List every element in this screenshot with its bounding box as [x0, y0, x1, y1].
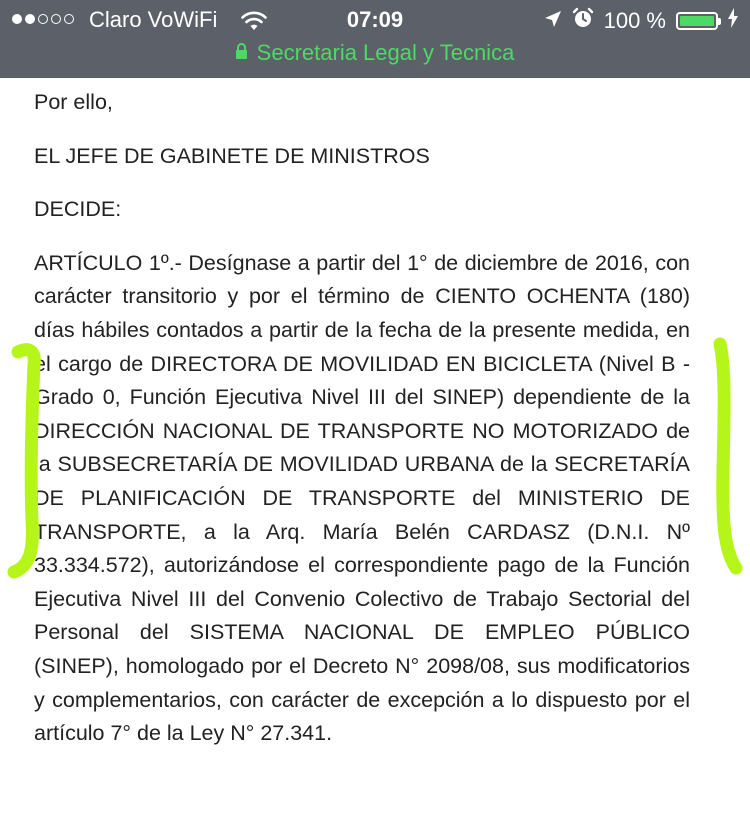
battery-percent: 100 % — [603, 8, 666, 33]
carrier-name: Claro VoWiFi — [89, 7, 218, 32]
clock: 07:09 — [346, 7, 404, 32]
location-arrow-icon — [544, 8, 562, 34]
document-paragraph: DECIDE: — [34, 197, 122, 222]
status-bar — [0, 0, 750, 78]
site-title: Secretaria Legal y Tecnica — [256, 40, 515, 65]
document-paragraph: Por ello, — [34, 90, 113, 114]
document-body — [34, 86, 690, 751]
article-paragraph: ARTÍCULO 1º.- Desígnase a partir del 1° de diciembre de 2016, con carácter transitorio y por el término de CIENTO OCHENTA (180) días hábiles contados a partir de la fecha de la presente medida, en el cargo de DIRECTORA DE MOVILIDAD EN BICICLETA (Nivel B - Grado 0, Función Ejecutiva Nivel III del SINEP) dependiente de la DIRECCIÓN NACIONAL DE TRANSPORTE NO MOTORIZADO de la SUBSECRETARÍA DE MOVILIDAD URBANA de la SECRETARÍA DE PLANIFICACIÓN DE TRANSPORTE del MINISTERIO DE TRANSPORTE, a la Arq. María Belén CARDASZ (D.N.I. Nº 33.334.572), autorizándose el correspondiente pago de la Función Ejecutiva Nivel III del Convenio Colectivo de Trabajo Sectorial del Personal del SISTEMA NACIONAL DE EMPLEO PÚBLICO (SINEP), homologado por el Decreto N° 2098/08, sus modificatorios y complementarios, con carácter de excepción a lo dispuesto por el artículo 7° de la Ley N° 27.341. — [34, 250, 690, 746]
document-paragraph: EL JEFE DE GABINETE DE MINISTROS — [34, 143, 430, 168]
charging-bolt-icon — [728, 8, 738, 34]
url-bar[interactable] — [0, 40, 750, 66]
right-highlighter-mark — [690, 330, 750, 590]
alarm-icon — [572, 7, 594, 35]
battery-icon — [676, 12, 718, 30]
lock-icon — [236, 50, 247, 59]
